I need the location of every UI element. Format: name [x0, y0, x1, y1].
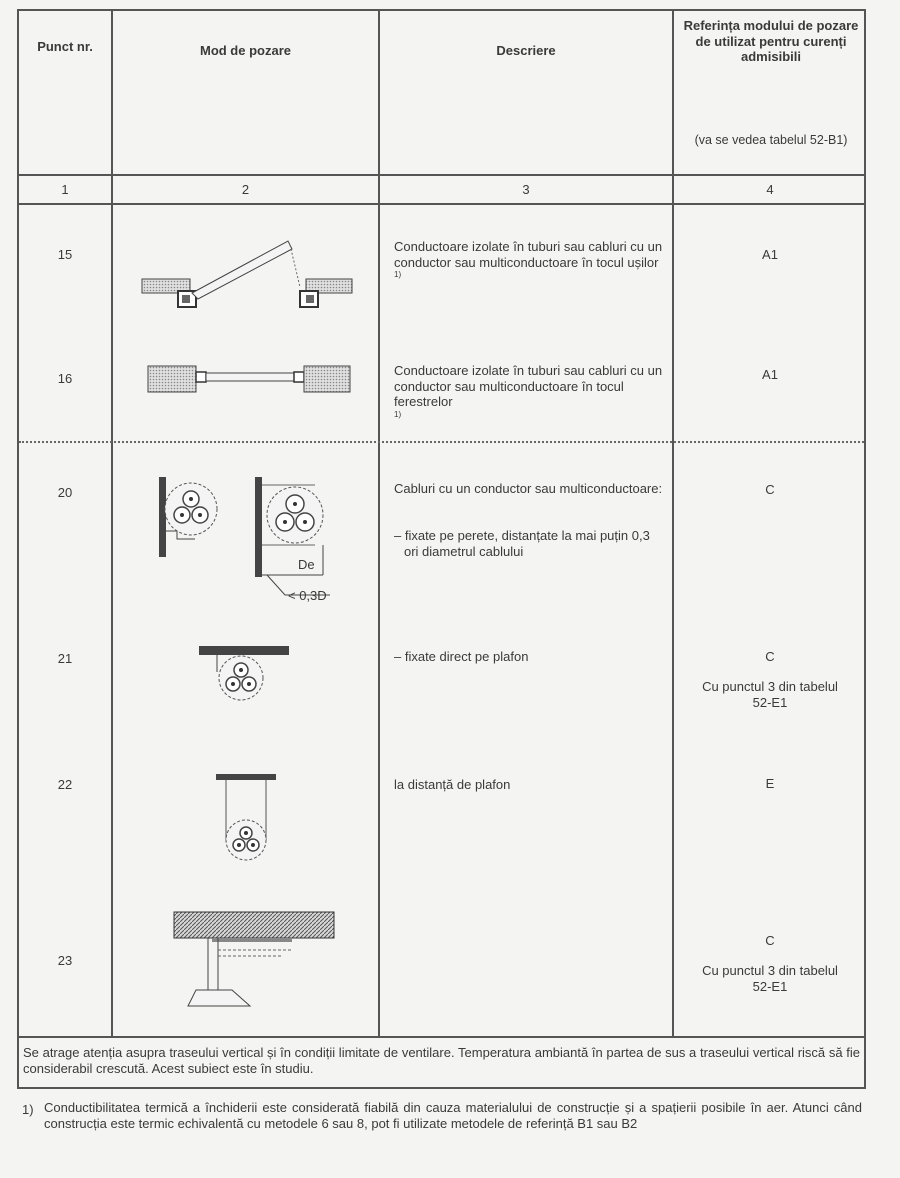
row-reference: A1 [762, 247, 778, 262]
header-punct: Punct nr. [37, 39, 93, 54]
row-description: Conductoare izolate în tuburi sau cabluri cu un conductor sau multiconductoare în tocul ferestrelor $^{1)}$ [394, 363, 663, 419]
column-divider [378, 11, 380, 1036]
column-number: 4 [766, 182, 774, 197]
footnote-mark: 1) [22, 1102, 34, 1117]
row-description-item: – fixate pe perete, distanțate la mai puțin 0,3 ori diametrul cablului [394, 528, 650, 559]
row-reference: E [765, 776, 775, 791]
column-divider [672, 11, 674, 1036]
window-frame-illustration [146, 360, 356, 400]
header-descriere: Descriere [496, 43, 556, 58]
table-note: Se atrage atenția asupra traseului vertical și în condiții limitate de ventilare. Temperatura ambiantă în partea de sus a traseului vertical riscă să fie considerabil crescută. Acest subiect este în studiu. [23, 1045, 860, 1077]
row-group-divider [19, 441, 864, 443]
header-referinta-note: (va se vedea tabelul 52-B1) [694, 133, 848, 147]
row-description: la distanță de plafon [394, 777, 511, 792]
row-reference: C [765, 649, 775, 664]
header-divider [19, 174, 864, 176]
footnote-text: Conductibilitatea termică a închiderii este considerată fiabilă din cauza materialului de construcție și a spațierii posibile în aer. Atunci când construcția este termic echivalentă cu metodele 6 sau 8, pot fi utilizate metodele de referință B1 sau B2 [44, 1100, 862, 1132]
label-03d: < 0,3D [288, 588, 327, 603]
footnote [22, 1100, 862, 1133]
header-referinta: Referința modului de pozare de utilizat pentru curenți admisibili [683, 18, 859, 65]
ceiling-direct-illustration [195, 642, 295, 712]
row-reference: A1 [762, 367, 778, 382]
row-reference-note: Cu punctul 3 din tabelul 52-E1 [702, 679, 838, 711]
row-number: 23 [57, 953, 73, 968]
row-number: 20 [57, 485, 73, 500]
row-number: 16 [57, 371, 73, 386]
row-description: Cabluri cu un conductor sau multiconductoare: [394, 481, 663, 496]
row-description: – fixate direct pe plafon [394, 649, 529, 664]
row-reference-note: Cu punctul 3 din tabelul 52-E1 [702, 963, 838, 995]
installation-methods-table [17, 9, 866, 1089]
label-de: De [298, 557, 315, 572]
column-number: 1 [61, 182, 69, 197]
column-divider [111, 11, 113, 1036]
row-reference: C [765, 482, 775, 497]
row-number: 22 [57, 777, 73, 792]
row-description: Conductoare izolate în tuburi sau cabluri cu un conductor sau multiconductoare în tocul ușilor $^{1)}$ [394, 239, 663, 280]
column-number: 2 [241, 182, 250, 197]
door-frame-illustration [140, 235, 360, 315]
ceiling-fixture-illustration [172, 910, 342, 1020]
column-number: 3 [522, 182, 530, 197]
row-reference: C [765, 933, 775, 948]
column-number-divider [19, 203, 864, 205]
row-number: 21 [57, 651, 73, 666]
header-mod-pozare: Mod de pozare [199, 43, 291, 58]
ceiling-distance-illustration [212, 770, 282, 865]
note-divider [19, 1036, 864, 1038]
row-number: 15 [57, 247, 73, 262]
